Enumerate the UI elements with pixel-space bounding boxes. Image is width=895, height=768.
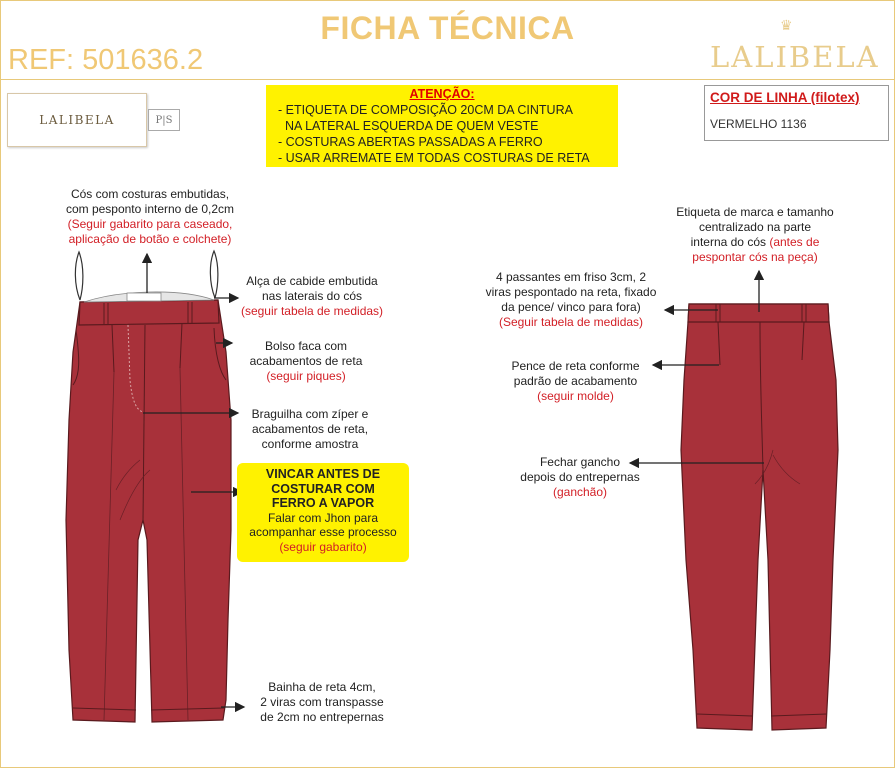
- dart-note: [498, 359, 653, 404]
- note-red-line: (seguir molde): [537, 389, 614, 403]
- note-line: Cós com costuras embutidas,: [70, 187, 230, 201]
- reference-code: REF: 501636.2: [8, 44, 204, 76]
- hem-note: [244, 680, 400, 725]
- attention-line: NA LATERAL ESQUERDA DE QUEM VESTE: [278, 119, 539, 133]
- back-pants-drawing: [681, 304, 838, 730]
- note-red-line: aplicação de botão e colchete): [68, 232, 232, 246]
- hanger-note: [232, 274, 392, 319]
- note-line: acabamentos de reta,: [251, 422, 369, 436]
- note-line: de 2cm no entrepernas: [260, 710, 384, 724]
- note-red-line: (seguir piques): [266, 369, 346, 383]
- note-line: conforme amostra: [261, 437, 359, 451]
- note-red-line: (ganchão): [552, 485, 608, 499]
- thread-color-title: COR DE LINHA (filotex): [710, 90, 860, 105]
- waist-note: [40, 187, 260, 247]
- note-line: centralizado na parte: [698, 220, 812, 234]
- note-red-line: (seguir tabela de medidas): [240, 304, 384, 318]
- attention-title: ATENÇÃO:: [409, 87, 475, 101]
- note-bold-line: FERRO A VAPOR: [271, 496, 375, 510]
- note-line: com pesponto interno de 0,2cm: [65, 202, 235, 216]
- brand-logo: LALIBELA: [710, 40, 880, 74]
- note-line: Pence de reta conforme: [511, 359, 640, 373]
- note-line: Fechar gancho: [539, 455, 621, 469]
- note-line: Bainha de reta 4cm,: [268, 680, 376, 694]
- front-pants-drawing: [66, 251, 231, 722]
- note-line: Bolso faca com: [264, 339, 348, 353]
- attention-line: - ETIQUETA DE COMPOSIÇÃO 20CM DA CINTURA: [278, 103, 573, 117]
- page-title: FICHA TÉCNICA: [320, 10, 575, 46]
- note-line: padrão de acabamento: [513, 374, 638, 388]
- note-bold-line: VINCAR ANTES DE: [265, 467, 381, 481]
- bee-icon: ♛: [780, 17, 793, 33]
- pocket-note: [236, 339, 376, 384]
- note-red-line: pespontar cós na peça): [692, 250, 818, 264]
- note-red-line: (seguir gabarito): [279, 539, 367, 554]
- note-line: acompanhar esse processo: [249, 525, 397, 539]
- note-line: da pence/ vinco para fora): [501, 300, 641, 314]
- small-brand-logo: LALIBELA: [7, 93, 147, 147]
- note-line: Alça de cabide embutida: [246, 274, 378, 288]
- note-mixed-line: [655, 235, 855, 250]
- note-red-part: (antes de: [769, 235, 820, 249]
- ps-badge: P|S: [148, 109, 180, 131]
- note-red-line: (Seguir gabarito para caseado,: [67, 217, 233, 231]
- note-line: 2 viras com transpasse: [260, 695, 384, 709]
- thread-color-value: VERMELHO 1136: [710, 117, 807, 131]
- note-line: nas laterais do cós: [261, 289, 363, 303]
- note-line: acabamentos de reta: [249, 354, 363, 368]
- belt-loops-note: [478, 270, 664, 330]
- note-line: viras pespontado na reta, fixado: [485, 285, 657, 299]
- note-line: Braguilha com zíper e: [251, 407, 369, 421]
- note-line-part: interna do cós: [690, 235, 770, 249]
- label-note: [655, 205, 855, 265]
- fly-note: [240, 407, 380, 452]
- crease-note: [237, 463, 409, 562]
- attention-line: - USAR ARREMATE EM TODAS COSTURAS DE RETA: [278, 151, 590, 165]
- note-line: Falar com Jhon para: [267, 510, 379, 525]
- note-line: 4 passantes em friso 3cm, 2: [495, 270, 647, 284]
- note-bold-line: COSTURAR COM: [271, 481, 375, 496]
- note-red-line: (Seguir tabela de medidas): [498, 315, 644, 329]
- crotch-note: [505, 455, 655, 500]
- attention-line: - COSTURAS ABERTAS PASSADAS A FERRO: [278, 135, 543, 149]
- note-line: depois do entrepernas: [520, 470, 640, 484]
- note-line: Etiqueta de marca e tamanho: [676, 205, 834, 219]
